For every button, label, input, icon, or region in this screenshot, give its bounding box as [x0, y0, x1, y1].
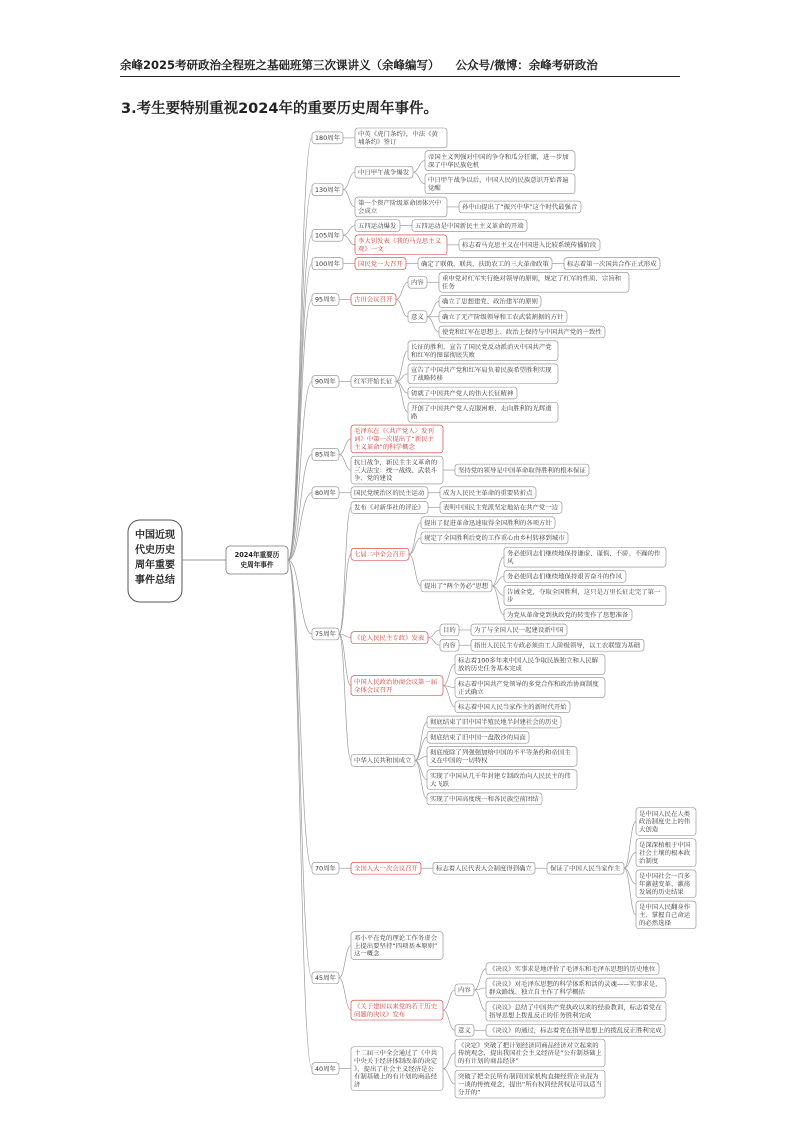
mindmap-node	[504, 609, 632, 621]
mindmap-node	[440, 624, 459, 636]
mindmap-node	[427, 731, 529, 743]
root-node	[128, 520, 182, 602]
year-node-85	[312, 449, 339, 461]
mindmap-node	[355, 128, 447, 148]
mindmap-node	[351, 502, 428, 514]
mindmap-node	[421, 517, 555, 529]
root-text: 代史历史	[135, 545, 175, 556]
mindmap-node	[486, 963, 659, 975]
node-text: 国民党统治区的民主运动	[354, 490, 425, 497]
node-text: 抗日战争，新民主主义革命的三大法宝：统一战线、武装斗争、党的建设	[354, 459, 438, 483]
connector-line	[427, 301, 439, 316]
node-text: 《决议》实事求是地评价了毛泽东和毛泽东思想的历史地位	[489, 966, 656, 973]
mindmap-node	[351, 294, 396, 306]
node-text: 开创了中国共产党人克服困难、走向胜利的光辉道路	[411, 405, 552, 421]
node-text: 红军开始长征	[354, 378, 393, 386]
node-text: 国民党一大召开	[358, 260, 403, 268]
node-text: 标志着人民代表大会制度得到确立	[436, 865, 532, 873]
mindmap-node	[440, 487, 536, 499]
year-node-180	[312, 132, 343, 144]
node-text: 40周年	[315, 1065, 336, 1073]
node-text: 使党和红军在思想上、政治上保持与中国共产党的一致性	[442, 329, 602, 337]
connector-line	[415, 760, 427, 798]
node-text: 中国人民政治协商会议第一届全体会议召开	[354, 678, 438, 694]
connector-line	[339, 634, 351, 686]
mindmap-node	[455, 464, 589, 476]
mindmap-node	[355, 258, 406, 270]
node-text: 表明中国民主党派坚定地站在共产党一边	[443, 504, 559, 512]
node-text: 意义	[458, 1027, 471, 1035]
mindmap-node	[427, 770, 577, 790]
mindmap-node	[351, 632, 428, 644]
connector-line	[443, 990, 455, 1010]
node-text: 85周年	[315, 451, 336, 459]
mindmap-node	[425, 174, 575, 194]
node-text: 七届二中全会召开	[354, 551, 406, 559]
connector-line	[428, 630, 440, 638]
node-text: 标志着中国共产党领导的多党合作和政治协商制度正式确立	[458, 680, 599, 696]
mindmap-node	[486, 1024, 665, 1036]
mindmap-node	[636, 808, 696, 836]
connector-line	[443, 1069, 455, 1085]
connector-line	[339, 978, 351, 1010]
node-text: 《决议》对毛泽东思想的科学体系和活的灵魂——实事求是、群众路线、独立自主作了科学概括	[489, 981, 662, 997]
mindmap-node	[427, 747, 577, 767]
connector-line	[409, 554, 421, 586]
header-account: 公众号/微博：余峰考研政治	[455, 58, 598, 72]
node-text: 指出人民民主专政必须由工人阶级领导，以工农联盟为基础	[474, 642, 641, 650]
node-text: 告诫全党，夺取全国胜利，这只是万里长征走完了第一步	[507, 588, 661, 604]
root-text: 事件总结	[135, 575, 175, 586]
node-text: 90周年	[315, 378, 336, 386]
mindmap-node	[351, 425, 443, 453]
connector-line	[339, 439, 351, 455]
mindmap-node	[504, 570, 626, 582]
mindmap-node	[440, 639, 459, 651]
mindmap-node	[440, 502, 562, 514]
mindmap-node	[636, 901, 696, 929]
mindmap-node	[351, 676, 443, 696]
mindmap-node	[351, 1047, 443, 1091]
mindmap-node	[412, 220, 527, 232]
node-text: 李大钊发表《我的马克思主义观》一文	[358, 238, 442, 254]
node-text: 成为人民民主革命的重要转折点	[443, 490, 533, 497]
mindmap-node	[351, 487, 428, 499]
node-text: 铸就了中国共产党人的伟大长征精神	[411, 390, 514, 398]
node-text: 内容	[411, 279, 424, 287]
node-text: 中英《虎门条约》，中法《黄埔条约》签订	[358, 131, 438, 147]
mindmap-node	[408, 341, 558, 361]
mindmap-node	[408, 276, 427, 288]
hub-text: 2024年重要历	[234, 551, 280, 559]
node-text: 确立了无产阶级领导和工农武装割据的方针	[442, 314, 564, 321]
node-text: 孙中山提出了“振兴中华”这个时代最强音	[462, 204, 578, 212]
node-text: 95周年	[315, 296, 336, 304]
mindmap-node	[486, 978, 666, 998]
node-text: 意义	[411, 314, 424, 321]
mindmap-node	[421, 580, 492, 592]
mindmap-node	[564, 258, 660, 270]
node-text: 内容	[458, 987, 471, 995]
header-course-title: 余峰2025考研政治全程班之基础班第三次课讲义（余峰编写）	[120, 58, 440, 72]
node-text: 长征的胜利，宣告了国民党反动派消灭中国共产党和红军的图谋彻底失败	[411, 343, 552, 359]
mindmap-node	[408, 387, 517, 399]
node-text: 全国人大一次会议召开	[354, 865, 418, 873]
node-text: 保证了中国人民当家作主	[550, 865, 621, 873]
connector-line	[343, 235, 355, 245]
node-text: 确立了思想建党、政治建军的原则	[442, 298, 538, 306]
year-node-80	[312, 487, 339, 499]
mindmap-node	[486, 1001, 666, 1021]
node-text: 180周年	[315, 135, 340, 143]
mindmap-node	[351, 548, 409, 560]
mindmap-node	[427, 793, 542, 805]
connector-line	[443, 1053, 455, 1069]
connector-line	[396, 300, 408, 317]
mindmap-node	[408, 364, 558, 384]
node-text: 中日甲午战争爆发	[358, 169, 410, 177]
node-text: 邓小平在党的理论工作务虚会上提出要坚持“四项基本原则”这一概念	[354, 934, 438, 958]
mindmap-node	[504, 547, 666, 567]
node-text: 突破了把全民所有制同国家机构直接经营企业混为一谈的传统观念，提出“所有权同经营权是可以适当分开的”	[458, 1073, 602, 1097]
year-node-105	[312, 229, 343, 241]
node-text: 中日甲午战争以后，中国人民的民族意识开始普遍觉醒	[428, 177, 569, 192]
connector-line	[474, 969, 486, 990]
connector-line	[343, 190, 355, 207]
mindmap-node	[455, 1039, 605, 1067]
connector-line	[339, 507, 351, 633]
connector-line	[413, 161, 425, 173]
node-text: 提出了促进革命迅速取得全国胜利的各项方针	[424, 520, 552, 527]
node-text: 为党从革命党到执政党的转变作了思想准备	[507, 612, 629, 619]
connector-line	[343, 172, 355, 189]
node-text: 五四运动是中国新民主主义革命的开端	[415, 222, 524, 230]
year-node-90	[312, 376, 339, 388]
mindmap-node	[355, 166, 413, 178]
mindmap-node	[455, 655, 605, 675]
mindmap-node	[425, 151, 575, 171]
connector-line	[428, 638, 440, 646]
node-text: 毛泽东在《〈共产党人〉发刊词》中第一次提出了“新民主主义革命”的科学概念	[354, 428, 435, 452]
mindmap-node	[418, 258, 552, 270]
node-text: 100周年	[315, 260, 340, 268]
connector-line	[339, 946, 351, 978]
connector-line	[396, 351, 408, 382]
mindmap-node	[427, 716, 561, 728]
node-text: 是中国社会一百多年激越变革、激荡发展的历史结果	[639, 873, 691, 896]
connector-line	[413, 172, 425, 184]
connector-line	[443, 1010, 455, 1030]
node-text: 《决议》的通过，标志着党在指导思想上的拨乱反正胜利完成	[489, 1027, 662, 1035]
section-heading: 3.考生要特别重视2024年的重要历史周年事件。	[121, 101, 438, 117]
mindmap-node	[439, 311, 567, 323]
mindmap-node	[504, 586, 666, 606]
mindmap-node	[459, 239, 600, 251]
connector-line	[343, 226, 355, 236]
mindmap-node	[455, 701, 570, 713]
year-node-75	[312, 628, 339, 640]
connector-line	[443, 686, 455, 707]
node-text: 《决议》总结了中国共产党执政以来的经验教训，标志着党在指导思想上拨乱反正的任务胜利完成	[489, 1004, 662, 1020]
node-text: 70周年	[315, 865, 336, 873]
node-text: 第一个资产阶级革命团体兴中会成立	[358, 200, 442, 216]
mindmap-node	[351, 1000, 443, 1020]
node-text: 75周年	[315, 631, 336, 639]
mindmap-node	[408, 311, 427, 323]
mindmap-node	[433, 862, 535, 874]
node-text: 五四运动爆发	[358, 222, 397, 230]
hub-year-connector	[288, 235, 312, 560]
node-text: 宣告了中国共产党和红军肩负着民族希望胜利实现了战略转移	[411, 367, 552, 383]
node-text: 中华人民共和国成立	[354, 757, 412, 765]
node-text: 规定了全国胜利后党的工作重心由乡村转移到城市	[424, 535, 565, 543]
hub-year-connector	[288, 560, 312, 978]
node-text: 《决定》突破了把计划经济同商品经济对立起来的传统观念，提出我国社会主义经济是“公有制基础上的有计划的商品经济”	[458, 1042, 602, 1066]
mindmap-node	[455, 678, 605, 698]
node-text: 帝国主义列强对中国的争夺和瓜分狂潮，进一步加深了中华民族危机	[428, 153, 569, 169]
node-text: 标志着100多年来中国人民争取民族独立和人民解放的历史任务基本完成	[458, 657, 599, 673]
connector-line	[474, 990, 486, 1011]
node-text: 务必使同志们继续地保持谦虚、谨慎、不骄、不躁的作风	[507, 550, 661, 566]
mindmap-node	[355, 197, 447, 217]
node-text: 十二届三中全会通过了《中共中央关于经济体制改革的决定》，提出了社会主义经济是公有制基础上的有计划的商品经济	[354, 1049, 438, 1089]
root-text: 周年重要	[135, 560, 175, 571]
connector-line	[396, 381, 408, 412]
node-text: 重申党对红军实行绝对领导的原则，规定了红军的性质、宗旨和任务	[442, 275, 621, 291]
mindmap-node	[351, 862, 421, 874]
node-text: 是深深植根于中国社会土壤的根本政治制度	[639, 841, 691, 865]
hub-text: 史周年事件	[240, 561, 274, 569]
node-text: 80周年	[315, 490, 336, 497]
node-text: 130周年	[315, 186, 340, 194]
node-text: 标志着马克思主义在中国进入比较系统传播阶段	[462, 242, 597, 250]
mindmap-node	[351, 932, 443, 960]
mindmap-node	[471, 639, 644, 651]
node-text: 内容	[443, 642, 456, 650]
hub-node	[226, 546, 288, 574]
mindmap-node	[439, 296, 541, 308]
node-text: 彻底废除了列强强加给中国的不平等条约和帝国主义在中国的一切特权	[430, 749, 571, 765]
hub-year-connector	[288, 560, 312, 1069]
connector-line	[396, 282, 408, 299]
mindmap-node	[421, 532, 568, 544]
mindmap-node	[455, 1070, 605, 1098]
mindmap-node	[351, 456, 443, 484]
node-text: 务必使同志们继续地保持艰苦奋斗的作风	[507, 573, 623, 581]
node-text: 目的	[443, 627, 456, 635]
year-node-70	[312, 862, 339, 874]
connector-line	[443, 664, 455, 685]
mindmap-node	[455, 1024, 474, 1036]
node-text: 确定了联俄、联共、扶助农工的三大革命政策	[421, 260, 549, 268]
mindmap-node	[455, 984, 474, 996]
node-text: 105周年	[315, 232, 340, 240]
node-text: 《论人民民主专政》发表	[354, 634, 425, 642]
node-text: 坚持党的领导是中国革命取得胜利的根本保证	[458, 467, 586, 475]
node-text: 为了与全国人民一起建设新中国	[474, 627, 564, 635]
node-text: 实现了中国从几千年封建专制政治向人民民主的伟大飞跃	[430, 772, 571, 788]
mindmap-node	[408, 402, 558, 422]
node-text: 发布《对新华社的评论》	[354, 504, 425, 512]
connector-line	[427, 317, 439, 332]
connector-line	[415, 760, 427, 779]
mindmap-node	[439, 326, 605, 338]
node-text: 提出了“两个务必”思想	[424, 583, 489, 591]
node-text: 是中国人民在人类政治制度史上的伟大创造	[639, 810, 691, 834]
mindmap-node	[351, 754, 415, 766]
mindmap-node	[636, 839, 696, 867]
root-text: 中国近现	[135, 530, 175, 541]
node-text: 45周年	[315, 975, 336, 983]
node-text: 《关于建国以来党的若干历史问题的决议》发布	[354, 1003, 438, 1019]
node-text: 是中国人民翻身作主、掌握自己命运的必然选择	[639, 904, 691, 928]
node-text: 彻底结束了旧中国半殖民地半封建社会的历史	[430, 719, 558, 727]
connector-line	[415, 722, 427, 760]
node-text: 实现了中国高度统一和各民族空前团结	[430, 796, 539, 804]
mindmap-node	[547, 862, 624, 874]
connector-line	[409, 538, 421, 554]
mindmap-node	[355, 235, 447, 255]
mindmap-years	[312, 128, 696, 1098]
year-node-130	[312, 184, 343, 196]
node-text: 标志着中国人民当家作主的新时代开始	[458, 704, 567, 711]
node-text: 标志着第一次国共合作正式形成	[567, 260, 657, 268]
node-text: 彻底结束了旧中国一盘散沙的局面	[430, 734, 526, 742]
year-node-45	[312, 972, 339, 984]
connector-line	[339, 454, 351, 470]
mindmap-node	[471, 624, 567, 636]
mindmap-node	[636, 870, 696, 898]
connector-line	[339, 634, 351, 760]
mindmap-node	[355, 220, 400, 232]
year-node-95	[312, 294, 339, 306]
node-text: 古田会议召开	[354, 296, 393, 304]
mindmap-node	[439, 272, 629, 292]
year-node-40	[312, 1063, 339, 1075]
mindmap-node	[351, 376, 396, 388]
mindmap-node	[459, 201, 581, 213]
year-node-100	[312, 258, 343, 270]
